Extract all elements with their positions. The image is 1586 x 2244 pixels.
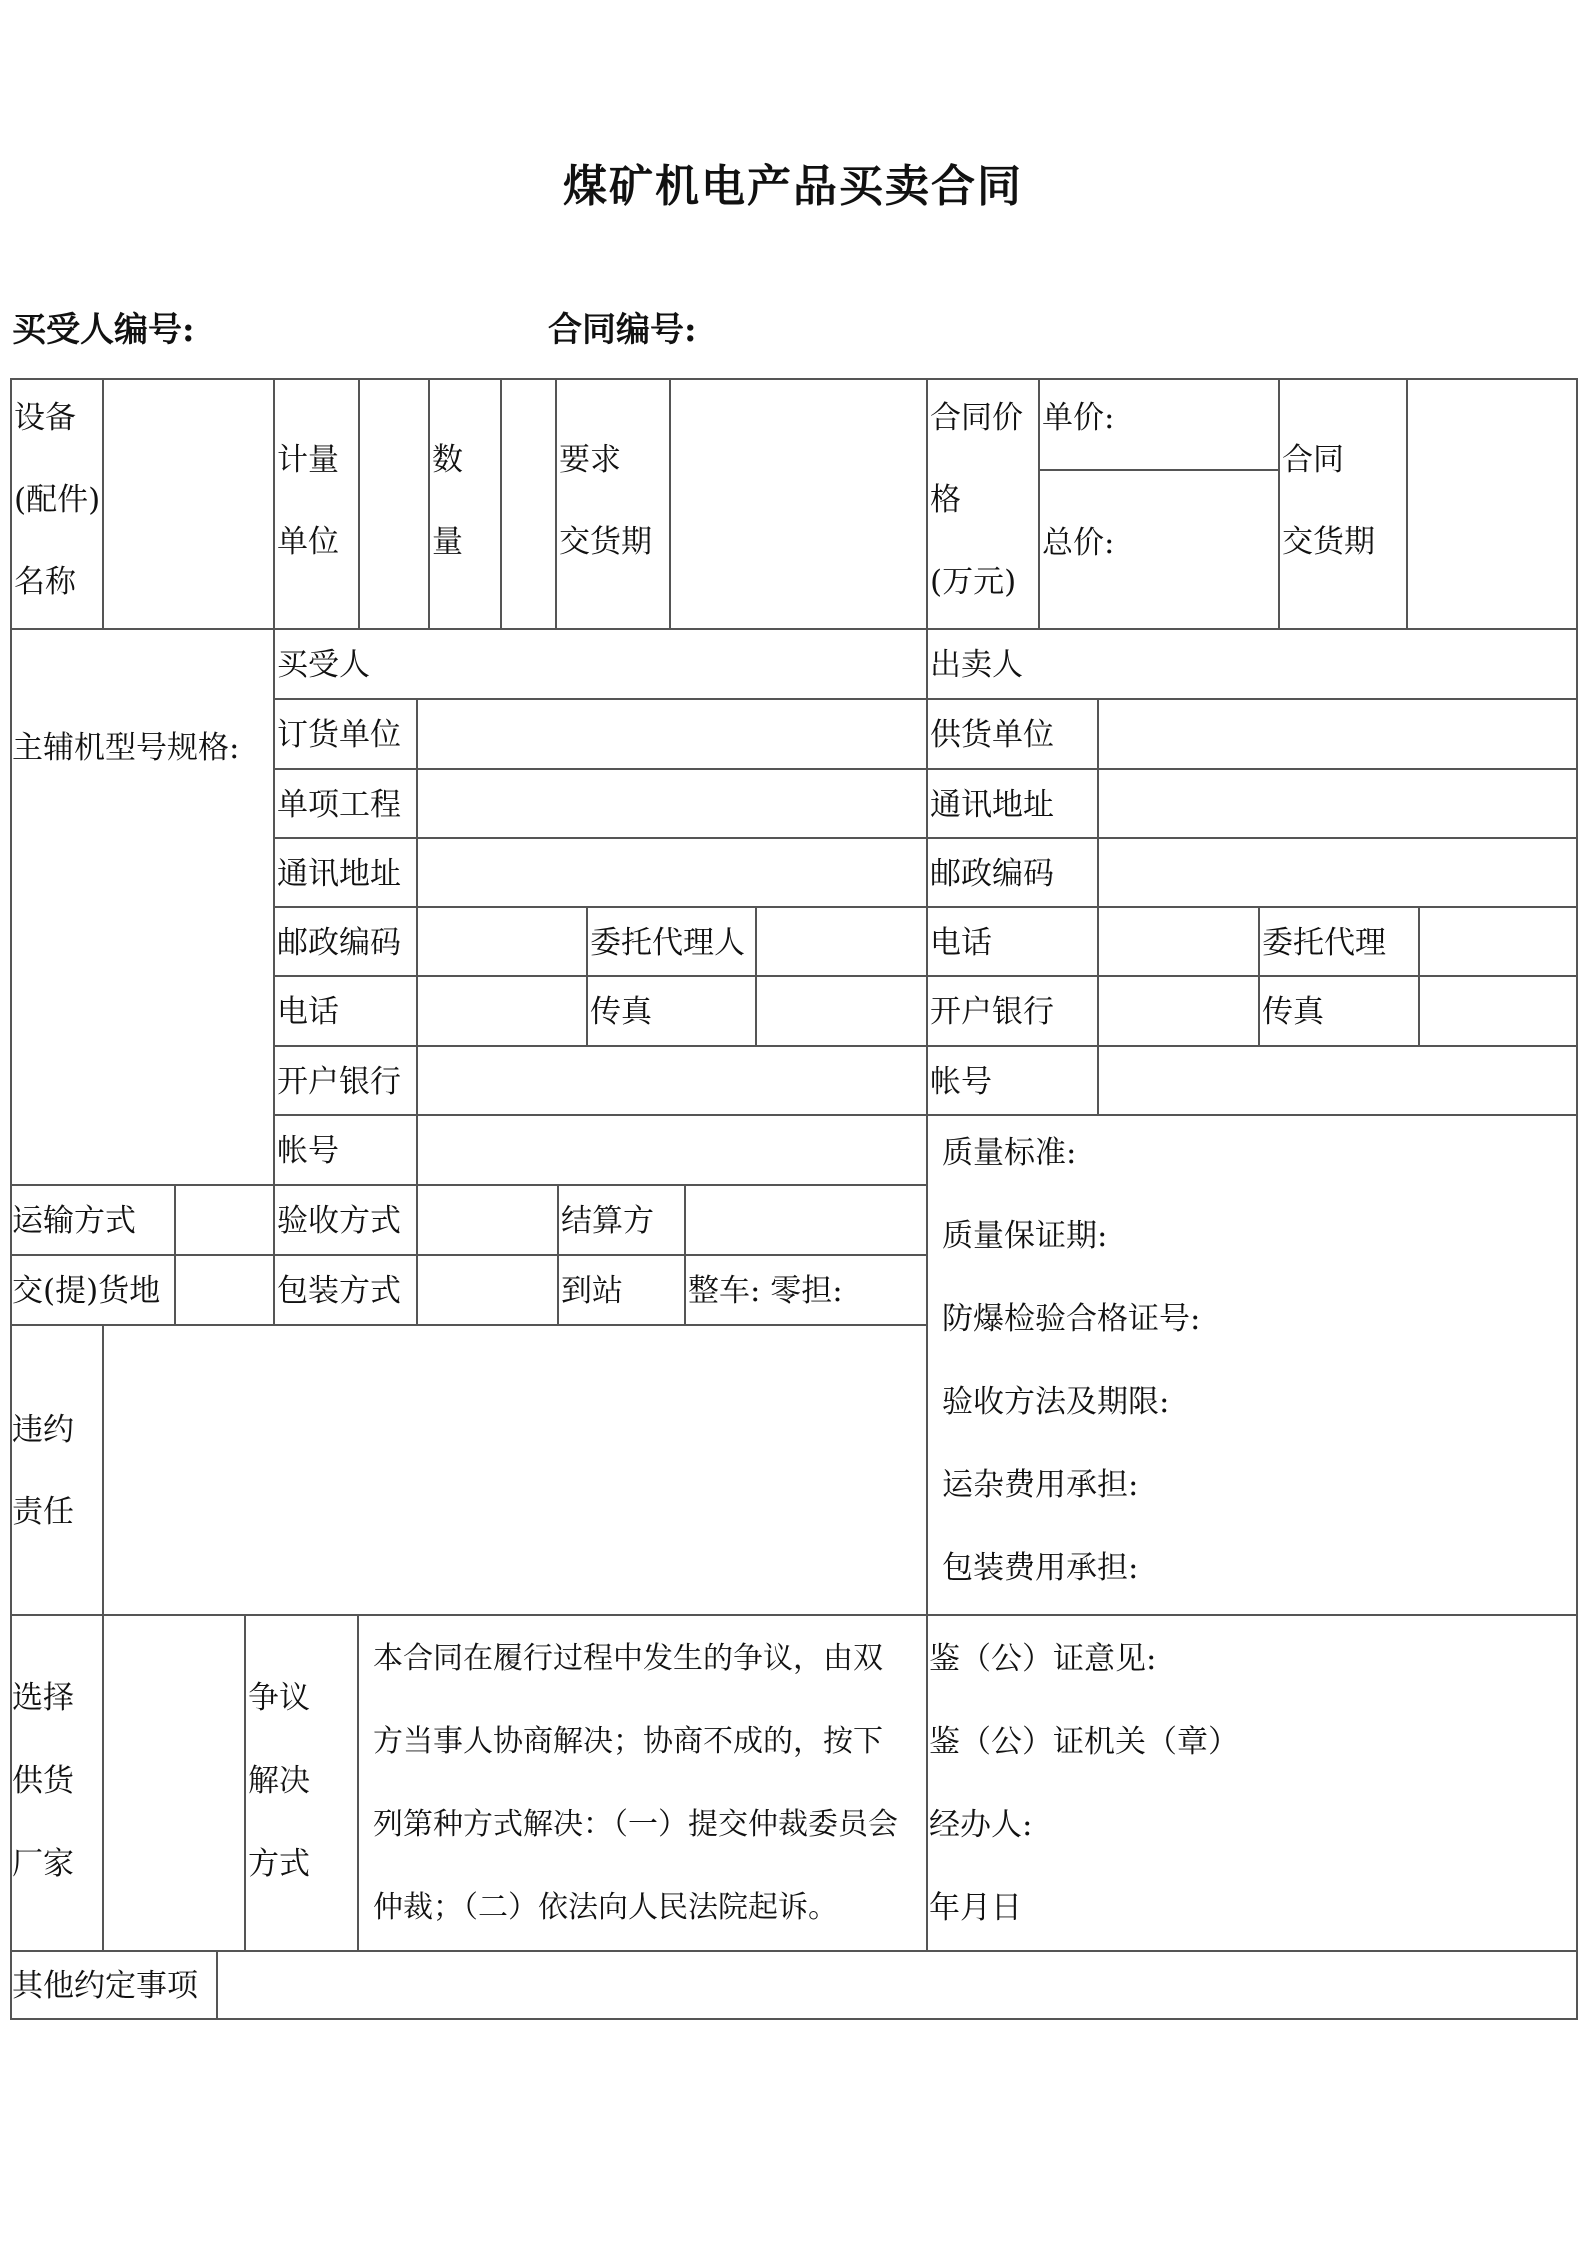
acceptance-method-period: 验收方法及期限: (942, 1384, 1170, 1420)
seller-fax-label: 传真 (1262, 994, 1324, 1030)
notary-opinion: 鉴（公）证意见: (929, 1641, 1157, 1677)
contract-number-label: 合同编号: (548, 310, 697, 350)
seller-supply-unit-label: 供货单位 (930, 717, 1054, 753)
delivery-place-label: 交(提)货地 (12, 1273, 161, 1309)
acceptance-method-label: 验收方式 (277, 1203, 401, 1239)
buyer-heading: 买受人 (277, 647, 370, 683)
buyer-number-label: 买受人编号: (12, 310, 195, 350)
buyer-account-label: 帐号 (277, 1133, 339, 1169)
document-title: 煤矿机电产品买卖合同 (563, 161, 1023, 212)
quality-standard: 质量标准: (942, 1135, 1077, 1171)
notary-office: 鉴（公）证机关（章） (929, 1724, 1239, 1760)
freight-cost: 运杂费用承担: (942, 1467, 1139, 1503)
station-label: 到站 (561, 1273, 623, 1309)
explosion-proof-cert: 防爆检验合格证号: (942, 1301, 1201, 1337)
packaging-cost: 包装费用承担: (942, 1550, 1139, 1586)
transport-method-label: 运输方式 (12, 1203, 136, 1239)
quality-warranty-period: 质量保证期: (942, 1218, 1108, 1254)
buyer-phone-label: 电话 (277, 994, 339, 1030)
seller-postcode-label: 邮政编码 (930, 856, 1054, 892)
buyer-fax-label: 传真 (590, 994, 652, 1030)
buyer-postcode-label: 邮政编码 (277, 925, 401, 961)
unit-price-label: 单价: (1042, 400, 1115, 436)
load-type-label: 整车: 零担: (688, 1273, 843, 1309)
other-terms-label: 其他约定事项 (12, 1968, 198, 2004)
main-spec-label: 主辅机型号规格: (12, 730, 240, 766)
seller-bank-label: 开户银行 (930, 994, 1054, 1030)
seller-account-label: 帐号 (930, 1064, 992, 1100)
seller-address-label: 通讯地址 (930, 787, 1054, 823)
buyer-agent-label: 委托代理人 (590, 925, 745, 961)
seller-phone-label: 电话 (930, 925, 992, 961)
buyer-address-label: 通讯地址 (277, 856, 401, 892)
notary-date: 年月日 (929, 1890, 1022, 1926)
total-price-label: 总价: (1042, 525, 1115, 561)
packaging-method-label: 包装方式 (277, 1273, 401, 1309)
buyer-order-unit-label: 订货单位 (277, 717, 401, 753)
buyer-project-label: 单项工程 (277, 787, 401, 823)
notary-handler: 经办人: (929, 1807, 1033, 1843)
buyer-bank-label: 开户银行 (277, 1064, 401, 1100)
settlement-method-label: 结算方 (561, 1203, 654, 1239)
seller-heading: 出卖人 (930, 647, 1023, 683)
seller-agent-label: 委托代理 (1262, 925, 1386, 961)
